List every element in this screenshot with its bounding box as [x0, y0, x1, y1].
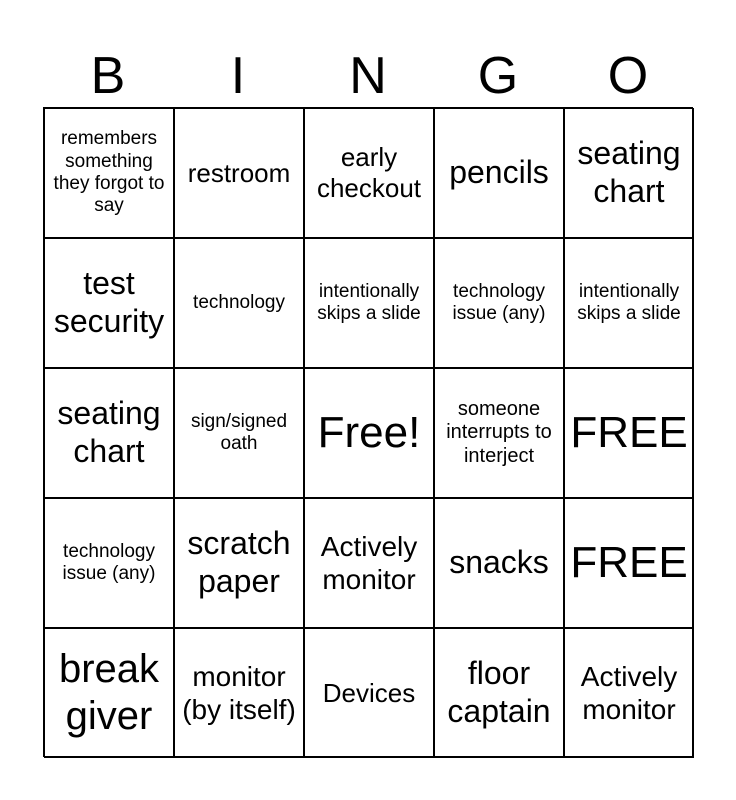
bingo-cell-text: FREE [570, 538, 688, 588]
bingo-cell-text: snacks [449, 544, 549, 581]
bingo-cell[interactable] [174, 238, 304, 368]
bingo-cell[interactable] [434, 368, 564, 498]
bingo-cell[interactable] [44, 498, 174, 628]
bingo-cell-text: seating chart [57, 395, 161, 469]
bingo-cell[interactable] [174, 628, 304, 758]
bingo-cell-text: technology [193, 291, 285, 313]
bingo-cell[interactable] [434, 628, 564, 758]
header-letter-i: I [230, 47, 246, 105]
header-letter-o: O [607, 47, 649, 105]
bingo-cell[interactable] [564, 628, 694, 758]
bingo-cell[interactable] [434, 498, 564, 628]
bingo-cell-text: FREE [570, 408, 688, 458]
bingo-cell-text: intentionally skips a slide [577, 280, 681, 324]
bingo-cell[interactable] [304, 238, 434, 368]
bingo-cell-text: monitor (by itself) [182, 660, 296, 725]
bingo-cell[interactable] [304, 368, 434, 498]
bingo-cell-text: Actively monitor [580, 660, 678, 725]
bingo-cell[interactable] [44, 238, 174, 368]
bingo-cell-text: pencils [449, 154, 549, 191]
bingo-cell[interactable] [564, 238, 694, 368]
bingo-cell[interactable] [434, 108, 564, 238]
header-letter-b: B [90, 47, 126, 105]
bingo-cell-text: seating chart [577, 135, 681, 209]
bingo-cell[interactable] [174, 108, 304, 238]
bingo-cell[interactable] [434, 238, 564, 368]
bingo-cell-text: test security [53, 265, 165, 339]
bingo-cell-text: restroom [187, 157, 291, 188]
bingo-cell-text: scratch paper [187, 525, 291, 599]
header-letter-n: N [349, 47, 387, 105]
bingo-board [43, 107, 693, 757]
header-letter-g: G [477, 47, 519, 105]
bingo-cell[interactable] [44, 628, 174, 758]
bingo-cell-text: Devices [322, 677, 416, 708]
bingo-cell[interactable] [174, 368, 304, 498]
bingo-cell-text: floor captain [447, 655, 551, 729]
bingo-cell-text: intentionally skips a slide [317, 280, 421, 324]
bingo-cell-text: technology issue (any) [452, 280, 546, 324]
bingo-cell[interactable] [44, 108, 174, 238]
bingo-cell-text: sign/signed oath [190, 410, 288, 454]
bingo-cell-text: someone interrupts to interject [446, 397, 552, 467]
bingo-cell[interactable] [44, 368, 174, 498]
bingo-cell-text: remembers something they forgot to say [53, 128, 165, 217]
bingo-cell[interactable] [564, 108, 694, 238]
bingo-cell[interactable] [304, 108, 434, 238]
bingo-cell-text: Actively monitor [320, 530, 418, 595]
bingo-cell[interactable] [564, 368, 694, 498]
bingo-cell-text: Free! [317, 408, 421, 458]
bingo-cell[interactable] [564, 498, 694, 628]
bingo-cell[interactable] [304, 498, 434, 628]
bingo-cell[interactable] [174, 498, 304, 628]
bingo-cell[interactable] [304, 628, 434, 758]
bingo-header [43, 44, 693, 108]
bingo-cell-text: break giver [58, 646, 160, 738]
bingo-cell-text: technology issue (any) [62, 540, 156, 584]
bingo-cell-text: early checkout [316, 142, 422, 203]
